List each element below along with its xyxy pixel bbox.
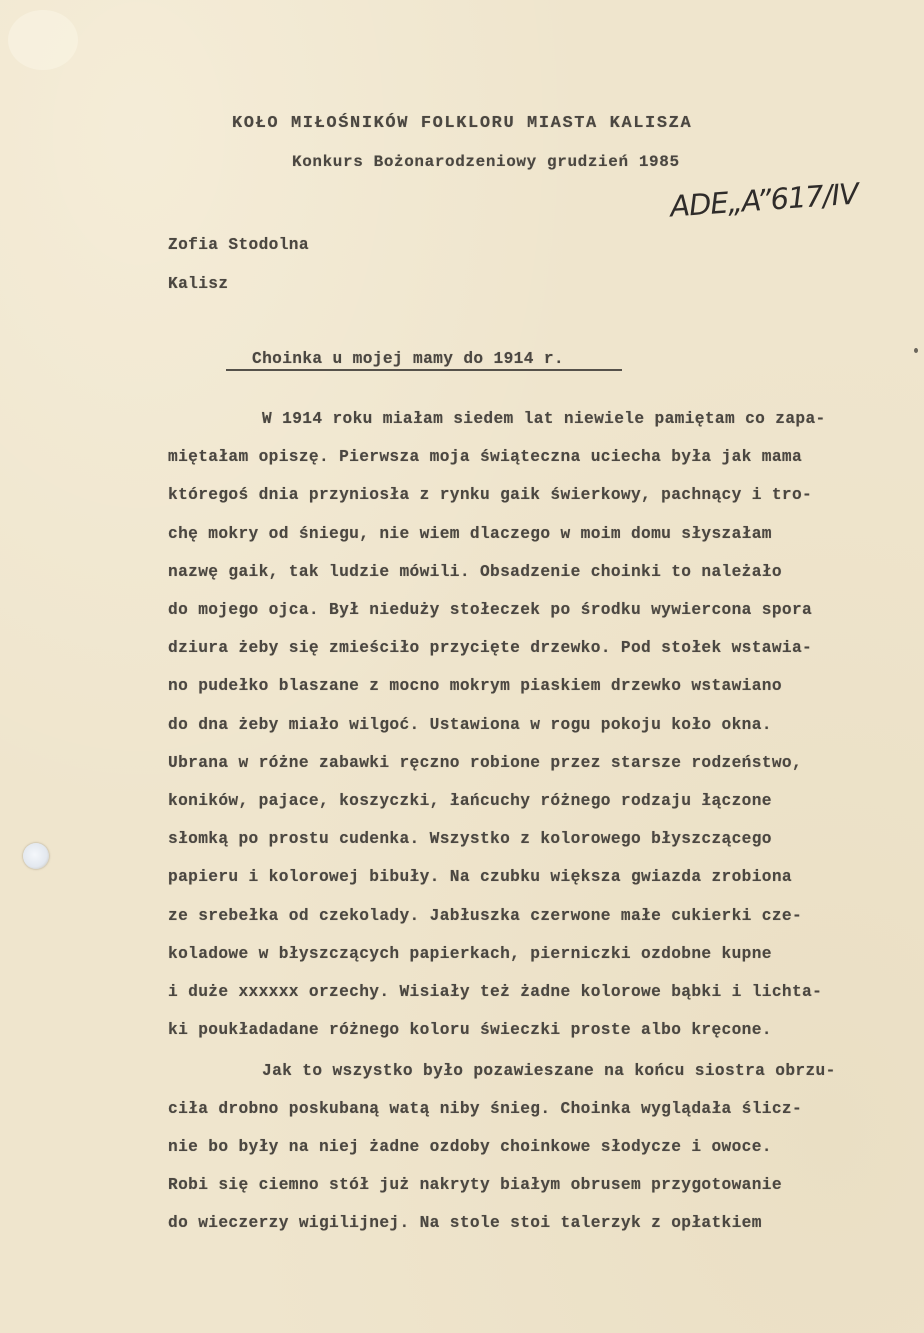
body-line: dziura żeby się zmieściło przycięte drzewko. Pod stołek wstawia- [168,639,813,657]
punch-hole [23,843,49,869]
header-subtitle: Konkurs Bożonarodzeniowy grudzień 1985 [292,153,680,171]
body-line: Ubrana w różne zabawki ręczno robione przez starsze rodzeństwo, [168,754,803,772]
body-line: do wieczerzy wigilijnej. Na stole stoi talerzyk z opłatkiem [168,1214,762,1232]
body-line: ciła drobno poskubaną watą niby śnieg. Choinka wyglądała ślicz- [168,1100,803,1118]
header-organization: KOŁO MIŁOŚNIKÓW FOLKLORU MIASTA KALISZA [232,114,693,133]
body-line: nazwę gaik, tak ludzie mówili. Obsadzenie choinki to należało [168,563,782,581]
paper-stain [8,10,78,70]
body-line: papieru i kolorowej bibuły. Na czubku większa gwiazda zrobiona [168,868,792,886]
body-line: miętałam opiszę. Pierwsza moja świąteczna uciecha była jak mama [168,448,803,466]
body-line: no pudełko blaszane z mocno mokrym piaskiem drzewko wstawiano [168,677,782,695]
story-title: Choinka u mojej mamy do 1914 r. [252,350,564,368]
body-line: koników, pajace, koszyczki, łańcuchy różnego rodzaju łączone [168,792,772,810]
author-city: Kalisz [168,275,229,293]
body-line: ki poukładadane różnego koloru świeczki proste albo kręcone. [168,1021,772,1039]
body-line: W 1914 roku miałam siedem lat niewiele pamiętam co zapa- [262,410,826,428]
title-underline [226,369,622,371]
body-line: Jak to wszystko było pozawieszane na końcu siostra obrzu- [262,1062,836,1080]
ink-speck [914,348,918,353]
body-line: do dna żeby miało wilgoć. Ustawiona w rogu pokoju koło okna. [168,716,772,734]
author-name: Zofia Stodolna [168,236,309,254]
body-line: i duże xxxxxx orzechy. Wisiały też żadne kolorowe bąbki i lichta- [168,983,823,1001]
body-line: któregoś dnia przyniosła z rynku gaik świerkowy, pachnący i tro- [168,486,813,504]
body-line: Robi się ciemno stół już nakryty białym obrusem przygotowanie [168,1176,782,1194]
body-line: nie bo były na niej żadne ozdoby choinkowe słodycze i owoce. [168,1138,772,1156]
body-line: chę mokry od śniegu, nie wiem dlaczego w moim domu słyszałam [168,525,772,543]
body-line: do mojego ojca. Był nieduży stołeczek po środku wywiercona spora [168,601,813,619]
archive-signature-note: ADE„A”617/IV [669,176,860,224]
body-line: koladowe w błyszczących papierkach, pierniczki ozdobne kupne [168,945,772,963]
body-line: ze srebełka od czekolady. Jabłuszka czerwone małe cukierki cze- [168,907,803,925]
body-line: słomką po prostu cudenka. Wszystko z kolorowego błyszczącego [168,830,772,848]
